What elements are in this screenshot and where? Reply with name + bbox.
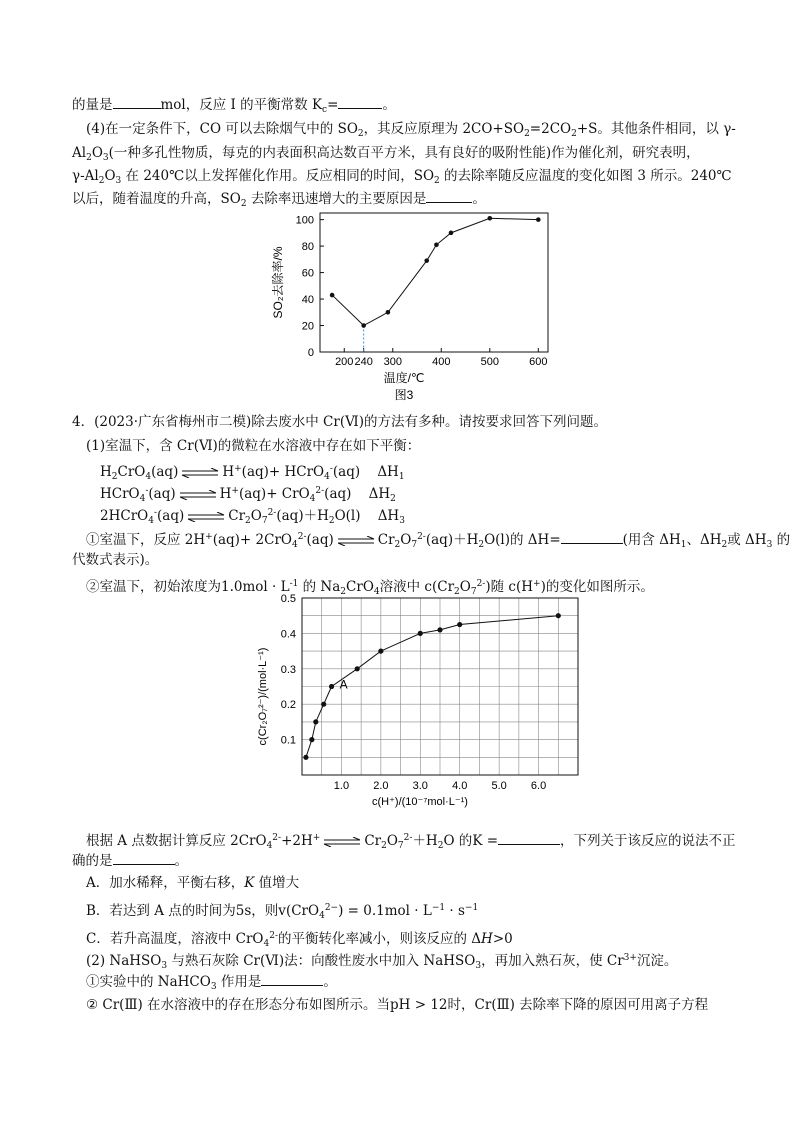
x-tick-label: 240 (354, 356, 373, 368)
x-tick-label: 600 (529, 356, 548, 368)
data-point (355, 666, 360, 671)
data-point (303, 755, 308, 760)
text-line-1: 的量是 mol，反应 I 的平衡常数 $K_c=$ 。 (72, 97, 396, 115)
y-tick-label: 100 (295, 214, 314, 227)
data-point (361, 323, 366, 328)
y-tick-label: 60 (301, 267, 314, 280)
x-tick-label: 300 (383, 356, 402, 368)
figure-3-chart (0, 205, 800, 405)
y-tick-label: 0.5 (280, 593, 296, 605)
point-label-a: A (339, 677, 348, 692)
data-point (329, 684, 334, 689)
y-tick-label: 40 (301, 294, 314, 307)
series-line (332, 218, 538, 325)
text-line-11: 根据 A 点数据计算反应 2CrO$_4^{2-}$+2H+ $Cr_2O_7^{2-}+H_2O$ 的K = ，下列关于该反应的说法不正 (86, 833, 736, 851)
y-tick-label: 0.2 (280, 699, 296, 712)
equilibrium-arrow-icon (323, 837, 361, 847)
equilibrium-2: HCrO$_4$-(aq) H+(aq)+ CrO$_4^{2-}$(aq) $\Delta H_2$ (100, 486, 396, 504)
x-tick-label: 200 (335, 356, 354, 368)
data-point (386, 310, 391, 315)
y-tick-label: 0.3 (280, 663, 296, 676)
data-point (437, 627, 442, 632)
data-point (313, 719, 318, 724)
answer-blank[interactable] (561, 531, 623, 544)
x-axis-label: 温度/℃ (383, 371, 425, 385)
text-line-5: 以后，随着温度的升高，$SO_2$ 去除率迅速增大的主要原因是 。 (72, 191, 486, 209)
equilibrium-3: 2HCrO$_4$-(aq) $Cr_2O_7^{2-}(aq)+H_2O(l)$ $\Delta H_3$ (100, 508, 405, 526)
y-tick-label: 20 (301, 320, 314, 333)
x-tick-label: 2.0 (373, 780, 389, 792)
data-point (424, 258, 429, 263)
text-line-6: 4．(2023·广东省梅州市二模)除去废水中 Cr(Ⅵ)的方法有多种。请按要求回答下列问题。 (72, 414, 607, 430)
equilibrium-arrow-icon (181, 468, 219, 478)
x-tick-label: 1.0 (333, 780, 350, 792)
answer-blank[interactable] (426, 190, 472, 203)
text-line-2: (4)在一定条件下，CO 可以去除烟气中的 $SO_2$，其反应原理为 $2CO+SO_2=2CO_2+S$。其他条件相同，以 γ- (86, 121, 736, 139)
data-point (457, 622, 462, 627)
text-line-3: $Al_2O_3$(一种多孔性物质，每克的内表面积高达数百平方米，具有良好的吸附性能)作为催化剂，研究表明， (72, 145, 700, 163)
equilibrium-1: $H_2CrO_4(aq)$ H+(aq)+ HCrO$_4$-(aq) $\Delta H_1$ (100, 464, 405, 482)
y-axis-label: c(Cr₂O₇²⁻)/(mol·L⁻¹) (257, 647, 269, 746)
data-point (378, 649, 383, 654)
y-tick-label: 80 (301, 241, 314, 254)
option-a: A．加水稀释，平衡右移，K 值增大 (86, 875, 300, 891)
x-tick-label: 6.0 (530, 780, 547, 792)
answer-blank[interactable] (261, 973, 323, 986)
text-line-4: $\gamma-Al_2O_3$ 在 240℃以上发挥催化作用。反应相同的时间，$SO_2$ 的去除率随反应温度的变化如图 3 所示。240℃ (72, 168, 732, 186)
data-point (487, 216, 492, 221)
data-point (434, 242, 439, 247)
data-point (309, 737, 314, 742)
x-tick-label: 4.0 (452, 780, 468, 792)
equilibrium-arrow-icon (179, 490, 217, 500)
x-axis-label: c(H⁺)/(10⁻⁷mol·L⁻¹) (372, 796, 468, 808)
equilibrium-arrow-icon (337, 536, 375, 546)
data-point (321, 702, 326, 707)
answer-blank[interactable] (113, 96, 161, 109)
option-c: C．若升高温度，溶液中 CrO$_4^{2-}$的平衡转化率减小，则该反应的 ΔH>0 (86, 931, 513, 949)
y-tick-label: 0.1 (280, 734, 296, 747)
cr2o7-vs-h-chart (0, 590, 800, 820)
option-b: B．若达到 A 点的时间为5s，则$v(CrO_4^{2-}) = 0.1mol \cdot L^{-1} \cdot s^{-1}$ (86, 903, 479, 921)
text-line-12: 确的是 。 (72, 853, 188, 869)
x-tick-label: 3.0 (412, 780, 428, 792)
x-tick-label: 500 (480, 356, 499, 368)
data-point (449, 231, 454, 236)
y-axis-label: SO₂去除率/% (271, 246, 285, 319)
answer-blank[interactable] (113, 852, 175, 865)
x-tick-label: 400 (432, 356, 451, 368)
data-point (330, 293, 335, 298)
text-line-8: ①室温下，反应 2H+(aq)+ 2CrO$_4^{2-}$(aq) $Cr_2O_7^{2-}(aq)+H_2O(l)$的 ΔH= (用含 $\Delta H_1$、$\Delta H_2$或 $\Delta H_3$ 的 (86, 532, 791, 550)
plot-frame (320, 213, 548, 352)
y-tick-label: 0.4 (280, 628, 296, 641)
answer-blank[interactable] (498, 832, 560, 845)
figure-caption: 图3 (394, 388, 414, 402)
x-tick-label: 5.0 (491, 780, 507, 792)
text-line-17: ①实验中的 NaHCO$_3$ 作用是 。 (86, 974, 337, 992)
text-line-7: (1)室温下，含 Cr(Ⅵ)的微粒在水溶液中存在如下平衡： (86, 438, 421, 454)
text-line-18: ② Cr(Ⅲ) 在水溶液中的存在形态分布如图所示。当pH > 12时，Cr(Ⅲ) 去除率下降的原因可用离子方程 (86, 997, 709, 1013)
text-line-9: 代数式表示)。 (72, 552, 159, 568)
equilibrium-arrow-icon (187, 512, 225, 522)
data-point (536, 217, 541, 222)
text-line-16: (2) NaHSO$_3$ 与熟石灰除 Cr(Ⅵ)法：向酸性废水中加入 NaHSO$_3$，再加入熟石灰，使 $Cr^{3+}$沉淀。 (86, 953, 678, 971)
text-line-10: ②室温下，初始浓度为$1.0mol \cdot L^{-1}$ 的 $Na_2CrO_4$溶液中 $c(Cr_2O_7^{2-})$随 c(H+)的变化如图所示。 (86, 579, 654, 597)
answer-blank[interactable] (338, 96, 382, 109)
y-tick-label: 0 (307, 347, 314, 359)
data-point (418, 631, 423, 636)
data-point (556, 613, 561, 618)
